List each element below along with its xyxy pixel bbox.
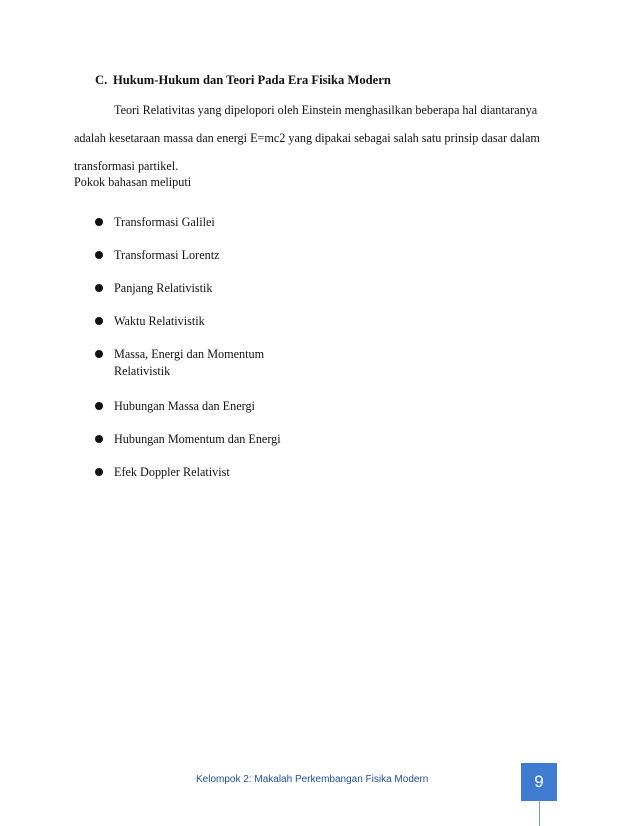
bullet-icon [95, 317, 103, 325]
section-title: Hukum-Hukum dan Teori Pada Era Fisika Modern [113, 73, 391, 87]
footer-text: Kelompok 2: Makalah Perkembangan Fisika Modern [196, 774, 429, 785]
body-paragraph [74, 98, 564, 178]
page-divider [539, 801, 540, 826]
bullet-icon [95, 435, 103, 443]
section-heading [95, 73, 391, 88]
bullet-icon [95, 218, 103, 226]
bullet-icon [95, 350, 103, 358]
paragraph-line-2: adalah kesetaraan massa dan energi E=mc2 yang dipakai sebagai salah satu prinsip dasar dalam [74, 131, 540, 145]
paragraph-line-1: Teori Relativitas yang dipelopori oleh Einstein menghasilkan beberapa hal diantaranya [114, 103, 538, 117]
bullet-icon [95, 251, 103, 259]
page-number: 9 [521, 763, 557, 801]
topics-intro: Pokok bahasan meliputi [74, 175, 192, 189]
section-letter: C. [95, 73, 108, 87]
bullet-icon [95, 468, 103, 476]
bullet-icon [95, 284, 103, 292]
bullet-icon [95, 402, 103, 410]
paragraph-line-3: transformasi partikel. [74, 159, 179, 173]
